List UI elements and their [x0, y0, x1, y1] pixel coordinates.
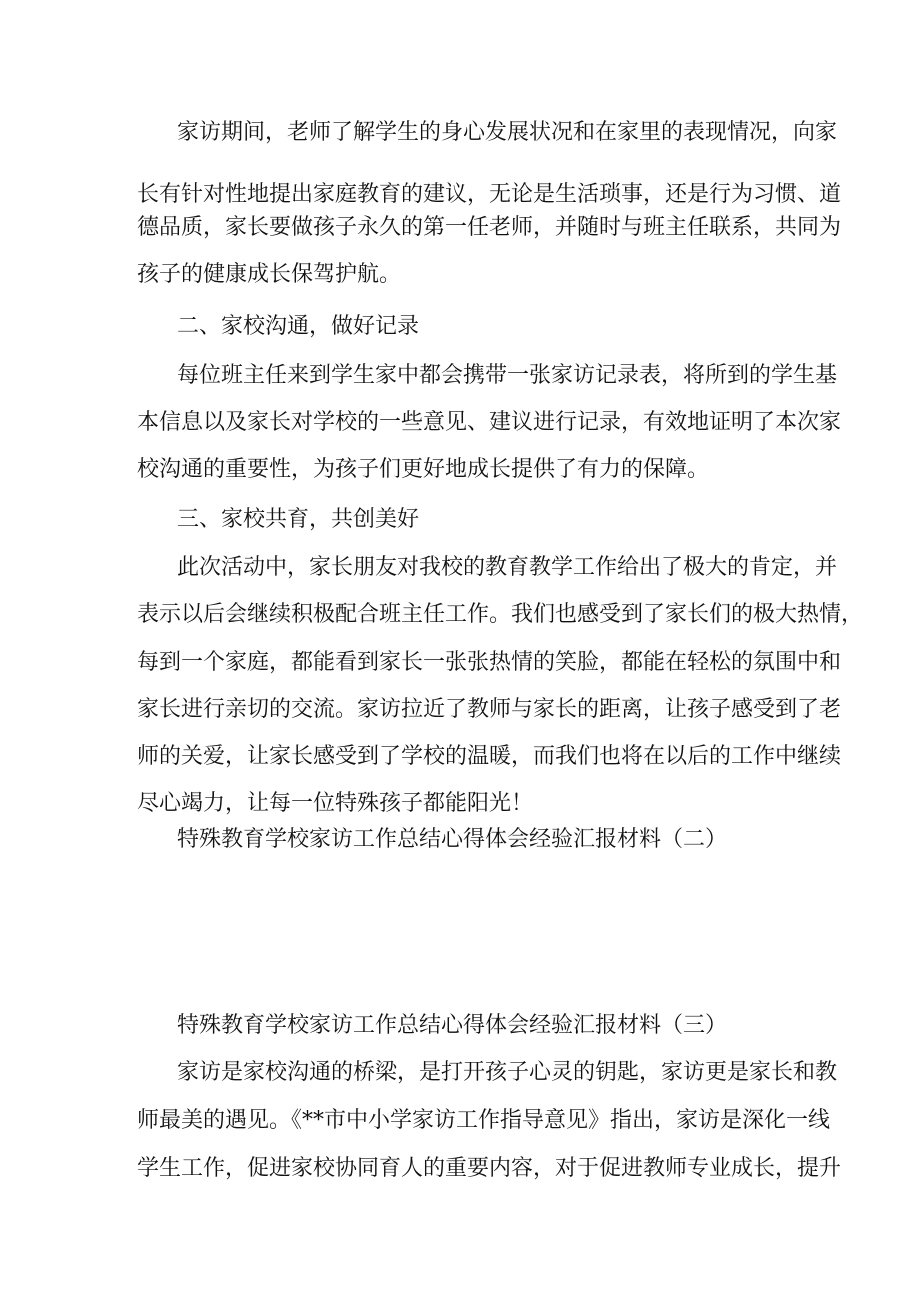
paragraph-line: 家长进行亲切的交流。家访拉近了教师与家长的距离，让孩子感受到了老	[137, 697, 842, 722]
paragraph-line: 表示以后会继续积极配合班主任工作。我们也感受到了家长们的极大热情，	[137, 602, 864, 627]
paragraph-line: 家访期间，老师了解学生的身心发展状况和在家里的表现情况，向家	[177, 120, 838, 145]
section-heading: 二、家校沟通，做好记录	[177, 314, 420, 339]
paragraph-line: 家访是家校沟通的桥梁，是打开孩子心灵的钥匙，家访更是家长和教	[177, 1060, 838, 1085]
paragraph-line: 师的关爱，让家长感受到了学校的温暖，而我们也将在以后的工作中继续	[137, 744, 842, 769]
paragraph-line: 校沟通的重要性，为孩子们更好地成长提供了有力的保障。	[137, 457, 710, 482]
section-heading: 三、家校共育，共创美好	[177, 507, 420, 532]
paragraph-line: 学生工作，促进家校协同育人的重要内容，对于促进教师专业成长，提升	[137, 1156, 842, 1181]
document-title: 特殊教育学校家访工作总结心得体会经验汇报材料（三）	[177, 1013, 728, 1038]
paragraph-line: 此次活动中，家长朋友对我校的教育教学工作给出了极大的肯定，并	[177, 555, 838, 580]
paragraph-line: 尽心竭力，让每一位特殊孩子都能阳光！	[137, 791, 534, 816]
paragraph-line: 每位班主任来到学生家中都会携带一张家访记录表，将所到的学生基	[177, 363, 838, 388]
document-title: 特殊教育学校家访工作总结心得体会经验汇报材料（二）	[177, 827, 728, 852]
paragraph-line: 德品质，家长要做孩子永久的第一任老师，并随时与班主任联系，共同为	[137, 215, 842, 240]
paragraph-line: 孩子的健康成长保驾护航。	[137, 262, 402, 287]
paragraph-line: 师最美的遇见。《**市中小学家访工作指导意见》指出，家访是深化一线	[137, 1108, 831, 1133]
paragraph-line: 本信息以及家长对学校的一些意见、建议进行记录，有效地证明了本次家	[137, 410, 842, 435]
paragraph-line: 每到一个家庭，都能看到家长一张张热情的笑脸，都能在轻松的氛围中和	[137, 650, 842, 675]
paragraph-line: 长有针对性地提出家庭教育的建议，无论是生活琐事，还是行为习惯、道	[137, 182, 842, 207]
